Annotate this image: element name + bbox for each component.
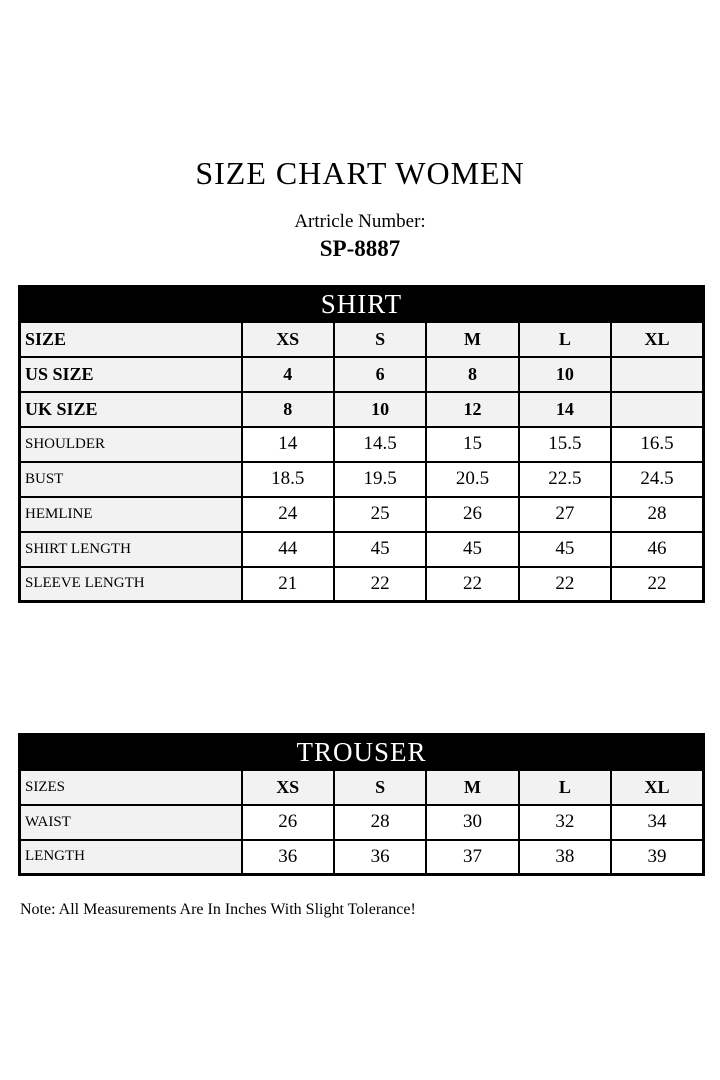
cell-value: 45 xyxy=(519,532,611,567)
cell-value: 36 xyxy=(242,840,334,875)
table-header-row xyxy=(20,770,704,805)
row-label: UK SIZE xyxy=(20,392,242,427)
table-row-length xyxy=(20,840,704,875)
cell-value: 10 xyxy=(519,357,611,392)
article-number-label: Artricle Number: xyxy=(294,211,426,232)
column-header-m: M xyxy=(426,322,518,357)
cell-value: 26 xyxy=(242,805,334,840)
cell-value: 14 xyxy=(519,392,611,427)
cell-value: 8 xyxy=(242,392,334,427)
cell-value: 18.5 xyxy=(242,462,334,497)
table-row-waist xyxy=(20,805,704,840)
cell-value: 30 xyxy=(426,805,518,840)
row-label: WAIST xyxy=(20,805,242,840)
cell-value: 38 xyxy=(519,840,611,875)
cell-value: 34 xyxy=(611,805,703,840)
column-header-l: L xyxy=(519,770,611,805)
cell-value: 6 xyxy=(334,357,426,392)
table-header-row xyxy=(20,322,704,357)
row-label: SHOULDER xyxy=(20,427,242,462)
cell-value: 14.5 xyxy=(334,427,426,462)
cell-value: 22.5 xyxy=(519,462,611,497)
cell-value: 15 xyxy=(426,427,518,462)
column-header-m: M xyxy=(426,770,518,805)
trouser-size-table xyxy=(18,733,705,876)
column-header-size: SIZE xyxy=(20,322,242,357)
row-label: HEMLINE xyxy=(20,497,242,532)
cell-value: 24.5 xyxy=(611,462,703,497)
cell-value: 44 xyxy=(242,532,334,567)
cell-value: 22 xyxy=(519,567,611,602)
cell-value: 25 xyxy=(334,497,426,532)
row-label: BUST xyxy=(20,462,242,497)
column-header-s: S xyxy=(334,322,426,357)
shirt-table-title: SHIRT xyxy=(20,287,704,322)
cell-value: 39 xyxy=(611,840,703,875)
cell-value: 36 xyxy=(334,840,426,875)
cell-value: 14 xyxy=(242,427,334,462)
cell-value: 22 xyxy=(334,567,426,602)
cell-value: 10 xyxy=(334,392,426,427)
shirt-size-table xyxy=(18,285,705,603)
cell-value: 45 xyxy=(334,532,426,567)
table-row-shoulder xyxy=(20,427,704,462)
page-title: SIZE CHART WOMEN xyxy=(195,155,525,191)
cell-value: 28 xyxy=(334,805,426,840)
table-row-us-size xyxy=(20,357,704,392)
column-header-xs: XS xyxy=(242,322,334,357)
cell-value: 19.5 xyxy=(334,462,426,497)
column-header-l: L xyxy=(519,322,611,357)
table-title-row xyxy=(20,287,704,322)
cell-value: 22 xyxy=(426,567,518,602)
table-row-hemline xyxy=(20,497,704,532)
cell-value: 37 xyxy=(426,840,518,875)
article-number-value: SP-8887 xyxy=(319,236,401,261)
cell-value: 22 xyxy=(611,567,703,602)
cell-value: 16.5 xyxy=(611,427,703,462)
column-header-xs: XS xyxy=(242,770,334,805)
cell-value: 27 xyxy=(519,497,611,532)
cell-value: 15.5 xyxy=(519,427,611,462)
table-row-uk-size xyxy=(20,392,704,427)
cell-value: 45 xyxy=(426,532,518,567)
table-row-sleeve-length xyxy=(20,567,704,602)
cell-value: 32 xyxy=(519,805,611,840)
cell-value xyxy=(611,357,703,392)
cell-value: 28 xyxy=(611,497,703,532)
trouser-table-title: TROUSER xyxy=(20,735,704,770)
cell-value: 8 xyxy=(426,357,518,392)
row-label: US SIZE xyxy=(20,357,242,392)
cell-value: 20.5 xyxy=(426,462,518,497)
column-header-sizes: SIZES xyxy=(20,770,242,805)
column-header-xl: XL xyxy=(611,770,703,805)
table-row-shirt-length xyxy=(20,532,704,567)
row-label: LENGTH xyxy=(20,840,242,875)
column-header-xl: XL xyxy=(611,322,703,357)
cell-value: 12 xyxy=(426,392,518,427)
row-label: SLEEVE LENGTH xyxy=(20,567,242,602)
cell-value: 21 xyxy=(242,567,334,602)
table-title-row xyxy=(20,735,704,770)
cell-value xyxy=(611,392,703,427)
row-label: SHIRT LENGTH xyxy=(20,532,242,567)
column-header-s: S xyxy=(334,770,426,805)
measurement-note: Note: All Measurements Are In Inches With Slight Tolerance! xyxy=(20,901,416,918)
table-row-bust xyxy=(20,462,704,497)
cell-value: 46 xyxy=(611,532,703,567)
cell-value: 4 xyxy=(242,357,334,392)
cell-value: 26 xyxy=(426,497,518,532)
cell-value: 24 xyxy=(242,497,334,532)
